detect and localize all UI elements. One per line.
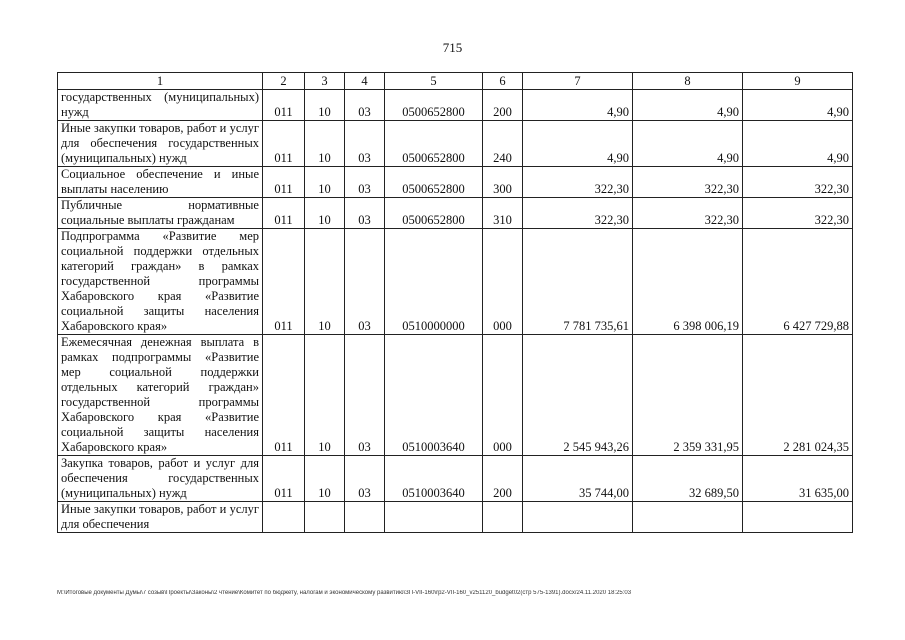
table-row <box>58 90 853 121</box>
cell-subsection-code: 03 <box>345 198 385 229</box>
cell-subsection: 10 <box>305 335 345 456</box>
cell-subsection: 10 <box>305 121 345 167</box>
cell-section: 011 <box>263 456 305 502</box>
cell-section <box>263 502 305 533</box>
cell-amount-3: 2 281 024,35 <box>743 335 853 456</box>
cell-expense-type: 200 <box>483 90 523 121</box>
row-name: Иные закупки товаров, работ и услуг для обеспечения государственных (муниципальных) нужд <box>58 121 263 167</box>
cell-expense-type: 000 <box>483 335 523 456</box>
cell-expense-type: 300 <box>483 167 523 198</box>
cell-expense-type: 000 <box>483 229 523 335</box>
header-col-7: 7 <box>523 73 633 90</box>
table-row <box>58 502 853 533</box>
cell-amount-2: 4,90 <box>633 121 743 167</box>
cell-expense-type: 200 <box>483 456 523 502</box>
cell-target-article: 0500652800 <box>385 90 483 121</box>
cell-amount-2: 6 398 006,19 <box>633 229 743 335</box>
header-col-6: 6 <box>483 73 523 90</box>
row-name: Иные закупки товаров, работ и услуг для обеспечения <box>58 502 263 533</box>
cell-expense-type: 310 <box>483 198 523 229</box>
cell-subsection-code: 03 <box>345 335 385 456</box>
cell-subsection-code: 03 <box>345 121 385 167</box>
cell-subsection <box>305 502 345 533</box>
cell-section: 011 <box>263 335 305 456</box>
table-row <box>58 198 853 229</box>
cell-target-article: 0500652800 <box>385 167 483 198</box>
cell-subsection-code: 03 <box>345 167 385 198</box>
header-row <box>58 73 853 90</box>
row-name: Публичные нормативные социальные выплаты гражданам <box>58 198 263 229</box>
budget-table <box>57 72 853 533</box>
cell-amount-2: 32 689,50 <box>633 456 743 502</box>
cell-amount-3: 322,30 <box>743 198 853 229</box>
cell-amount-3: 6 427 729,88 <box>743 229 853 335</box>
cell-amount-2: 322,30 <box>633 198 743 229</box>
cell-amount-1: 322,30 <box>523 198 633 229</box>
cell-amount-2: 4,90 <box>633 90 743 121</box>
cell-subsection-code <box>345 502 385 533</box>
page-number: 715 <box>442 40 463 55</box>
cell-subsection: 10 <box>305 198 345 229</box>
cell-subsection: 10 <box>305 229 345 335</box>
row-name: Ежемесячная денежная выплата в рамках подпрограммы «Развитие мер социальной поддержки отдельных категорий граждан» государственной программы Хабаровского края «Развитие социальной защиты населения Хабаровского края» <box>58 335 263 456</box>
cell-target-article: 0510003640 <box>385 335 483 456</box>
cell-amount-3: 322,30 <box>743 167 853 198</box>
cell-amount-1: 2 545 943,26 <box>523 335 633 456</box>
cell-section: 011 <box>263 198 305 229</box>
cell-amount-1: 322,30 <box>523 167 633 198</box>
table-row <box>58 121 853 167</box>
cell-target-article <box>385 502 483 533</box>
header-col-2: 2 <box>263 73 305 90</box>
row-name: Закупка товаров, работ и услуг для обеспечения государственных (муниципальных) нужд <box>58 456 263 502</box>
cell-amount-1: 7 781 735,61 <box>523 229 633 335</box>
row-name: Социальное обеспечение и иные выплаты населению <box>58 167 263 198</box>
cell-section: 011 <box>263 90 305 121</box>
cell-amount-1: 4,90 <box>523 90 633 121</box>
cell-amount-1: 35 744,00 <box>523 456 633 502</box>
header-col-5: 5 <box>385 73 483 90</box>
table-row <box>58 456 853 502</box>
cell-amount-3: 4,90 <box>743 121 853 167</box>
cell-amount-3 <box>743 502 853 533</box>
header-col-4: 4 <box>345 73 385 90</box>
cell-amount-2: 322,30 <box>633 167 743 198</box>
cell-amount-1 <box>523 502 633 533</box>
cell-amount-1: 4,90 <box>523 121 633 167</box>
row-name: Подпрограмма «Развитие мер социальной поддержки отдельных категорий граждан» в рамках государственной программы Хабаровского края «Развитие социальной защиты населения Хабаровского края» <box>58 229 263 335</box>
cell-expense-type: 240 <box>483 121 523 167</box>
cell-section: 011 <box>263 229 305 335</box>
cell-target-article: 0510000000 <box>385 229 483 335</box>
header-col-9: 9 <box>743 73 853 90</box>
cell-subsection: 10 <box>305 167 345 198</box>
row-name: государственных (муниципальных) нужд <box>58 90 263 121</box>
file-path-footer: M:\Итоговые документы Думы\7 созыв\Проекты\Законы\2 чтение\Комитет по бюджету, налогам и экономическому развитию\ЗП-VII-160\rp2-VII-160_v251120_budget02(стр 575-1391).docx/24.11.2020 18:25:03 <box>57 590 632 596</box>
cell-target-article: 0500652800 <box>385 121 483 167</box>
cell-target-article: 0500652800 <box>385 198 483 229</box>
table-row <box>58 335 853 456</box>
header-col-1: 1 <box>58 73 263 90</box>
header-col-3: 3 <box>305 73 345 90</box>
cell-expense-type <box>483 502 523 533</box>
cell-subsection: 10 <box>305 90 345 121</box>
cell-amount-3: 31 635,00 <box>743 456 853 502</box>
cell-subsection-code: 03 <box>345 229 385 335</box>
cell-subsection-code: 03 <box>345 456 385 502</box>
cell-section: 011 <box>263 121 305 167</box>
table-row <box>58 167 853 198</box>
header-col-8: 8 <box>633 73 743 90</box>
cell-target-article: 0510003640 <box>385 456 483 502</box>
table-row <box>58 229 853 335</box>
cell-amount-2 <box>633 502 743 533</box>
cell-subsection: 10 <box>305 456 345 502</box>
cell-amount-2: 2 359 331,95 <box>633 335 743 456</box>
cell-subsection-code: 03 <box>345 90 385 121</box>
cell-amount-3: 4,90 <box>743 90 853 121</box>
cell-section: 011 <box>263 167 305 198</box>
